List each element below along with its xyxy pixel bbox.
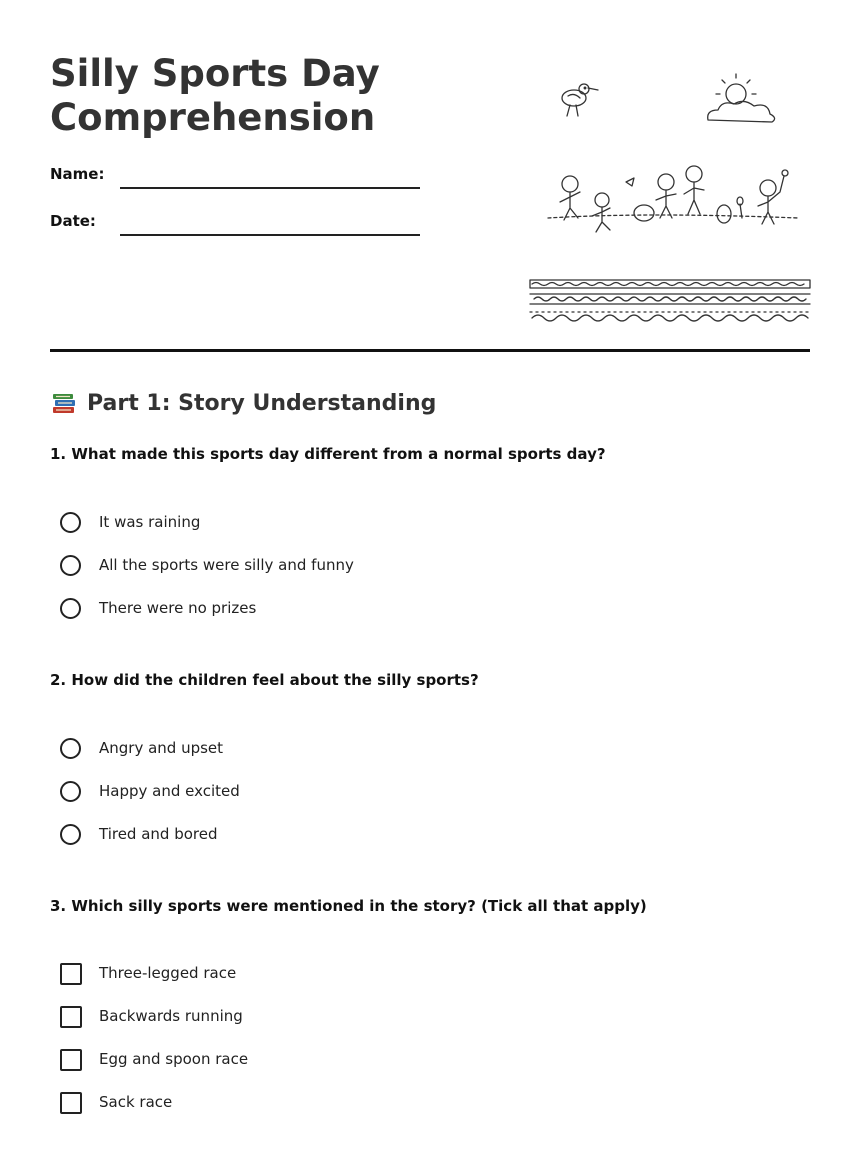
question-2: 2. How did the children feel about the silly sports?: [50, 671, 479, 689]
running-children-icon: [548, 166, 798, 232]
question-1-option-3[interactable]: [60, 596, 560, 639]
bird-icon: [562, 84, 598, 116]
checkbox[interactable]: [60, 963, 82, 985]
radio-button[interactable]: [60, 555, 81, 576]
radio-button[interactable]: [60, 824, 81, 845]
question-3: 3. Which silly sports were mentioned in the story? (Tick all that apply): [50, 897, 647, 915]
option-label: Angry and upset: [99, 739, 224, 757]
question-3-option-4[interactable]: [60, 1090, 560, 1133]
radio-button[interactable]: [60, 512, 81, 533]
sun-icon: [716, 74, 756, 104]
option-label: There were no prizes: [99, 599, 257, 617]
section-title: [50, 389, 436, 419]
checkbox[interactable]: [60, 1049, 82, 1071]
section-title-text: Part 1: Story Understanding: [87, 391, 437, 416]
option-label: All the sports were silly and funny: [99, 556, 354, 574]
checkbox[interactable]: [60, 1006, 82, 1028]
decorative-border-icon: [530, 280, 810, 321]
question-2-option-1[interactable]: [60, 736, 560, 779]
question-2-options: [60, 736, 560, 865]
books-icon: [50, 390, 78, 418]
name-field[interactable]: [50, 162, 430, 192]
radio-button[interactable]: [60, 598, 81, 619]
name-label: Name:: [50, 165, 105, 183]
question-1-options: [60, 510, 560, 639]
question-3-options: [60, 961, 560, 1133]
question-1-option-1[interactable]: [60, 510, 560, 553]
header-divider: [50, 349, 810, 352]
question-2-option-2[interactable]: [60, 779, 560, 822]
name-line[interactable]: [120, 187, 420, 189]
option-label: Tired and bored: [99, 825, 218, 843]
title-line-1: Silly Sports Day: [50, 52, 380, 95]
date-field[interactable]: [50, 209, 430, 239]
option-label: Sack race: [99, 1093, 173, 1111]
question-1: 1. What made this sports day different from a normal sports day?: [50, 445, 606, 463]
cloud-icon: [708, 101, 775, 122]
question-3-option-2[interactable]: [60, 1004, 560, 1047]
option-label: Backwards running: [99, 1007, 243, 1025]
question-3-option-1[interactable]: [60, 961, 560, 1004]
sports-day-illustration: [528, 72, 814, 334]
checkbox[interactable]: [60, 1092, 82, 1114]
date-label: Date:: [50, 212, 96, 230]
option-label: It was raining: [99, 513, 201, 531]
worksheet-title: [50, 52, 510, 140]
radio-button[interactable]: [60, 781, 81, 802]
option-label: Egg and spoon race: [99, 1050, 249, 1068]
question-1-option-2[interactable]: [60, 553, 560, 596]
title-line-2: Comprehension: [50, 96, 376, 139]
question-3-option-3[interactable]: [60, 1047, 560, 1090]
option-label: Happy and excited: [99, 782, 240, 800]
date-line[interactable]: [120, 234, 420, 236]
radio-button[interactable]: [60, 738, 81, 759]
question-2-option-3[interactable]: [60, 822, 560, 865]
option-label: Three-legged race: [99, 964, 237, 982]
